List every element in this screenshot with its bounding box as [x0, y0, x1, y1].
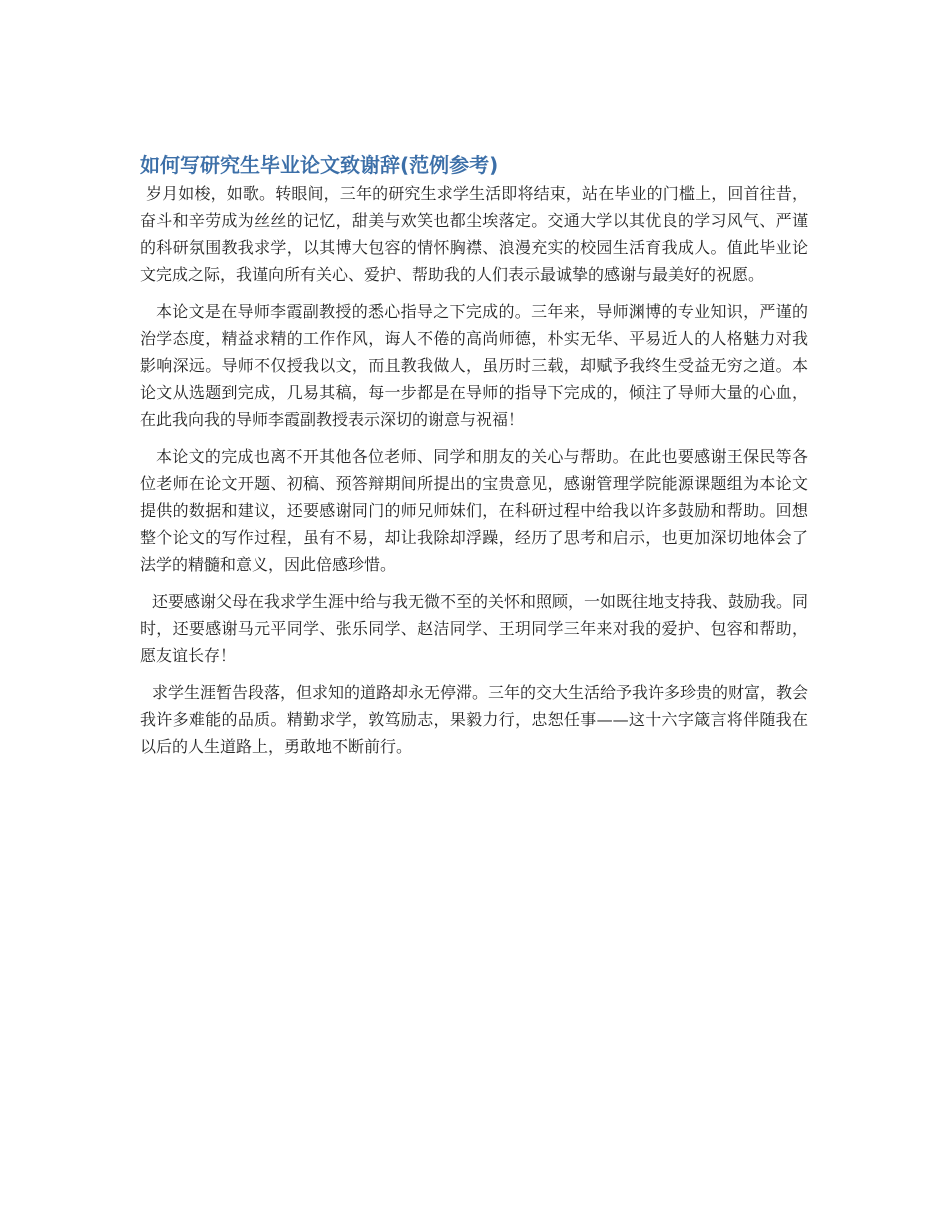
paragraph-4: 还要感谢父母在我求学生涯中给与我无微不至的关怀和照顾，一如既往地支持我、鼓励我。同时，还要感谢马元平同学、张乐同学、赵洁同学、王玥同学三年来对我的爱护、包容和帮助，愿友谊长存！: [140, 592, 809, 665]
paragraph-1: 岁月如梭，如歌。转眼间，三年的研究生求学生活即将结束，站在毕业的门槛上，回首往昔，奋斗和辛劳成为丝丝的记忆，甜美与欢笑也都尘埃落定。交通大学以其优良的学习风气、严谨的科研氛围教我求学，以其博大包容的情怀胸襟、浪漫充实的校园生活育我成人。值此毕业论文完成之际，我谨向所有关心、爱护、帮助我的人们表示最诚挚的感谢与最美好的祝愿。: [140, 184, 808, 284]
document-title: 如何写研究生毕业论文致谢辞(范例参考): [140, 153, 499, 177]
document-page: [140, 150, 808, 770]
paragraph-3: 本论文的完成也离不开其他各位老师、同学和朋友的关心与帮助。在此也要感谢王保民等各位老师在论文开题、初稿、预答辩期间所提出的宝贵意见，感谢管理学院能源课题组为本论文提供的数据和建议，还要感谢同门的师兄师妹们，在科研过程中给我以许多鼓励和帮助。回想整个论文的写作过程，虽有不易，却让我除却浮躁，经历了思考和启示，也更加深切地体会了法学的精髓和意义，因此倍感珍惜。: [140, 447, 808, 574]
paragraph-2: 本论文是在导师李霞副教授的悉心指导之下完成的。三年来，导师渊博的专业知识，严谨的治学态度，精益求精的工作作风，诲人不倦的高尚师德，朴实无华、平易近人的人格魅力对我影响深远。导师不仅授我以文，而且教我做人，虽历时三载，却赋予我终生受益无穷之道。本论文从选题到完成，几易其稿，每一步都是在导师的指导下完成的，倾注了导师大量的心血，在此我向我的导师李霞副教授表示深切的谢意与祝福！: [140, 302, 808, 429]
paragraph-5: 求学生涯暂告段落，但求知的道路却永无停滞。三年的交大生活给予我许多珍贵的财富，教会我许多难能的品质。精勤求学，敦笃励志，果毅力行，忠恕任事——这十六字箴言将伴随我在以后的人生道路上，勇敢地不断前行。: [140, 683, 809, 756]
